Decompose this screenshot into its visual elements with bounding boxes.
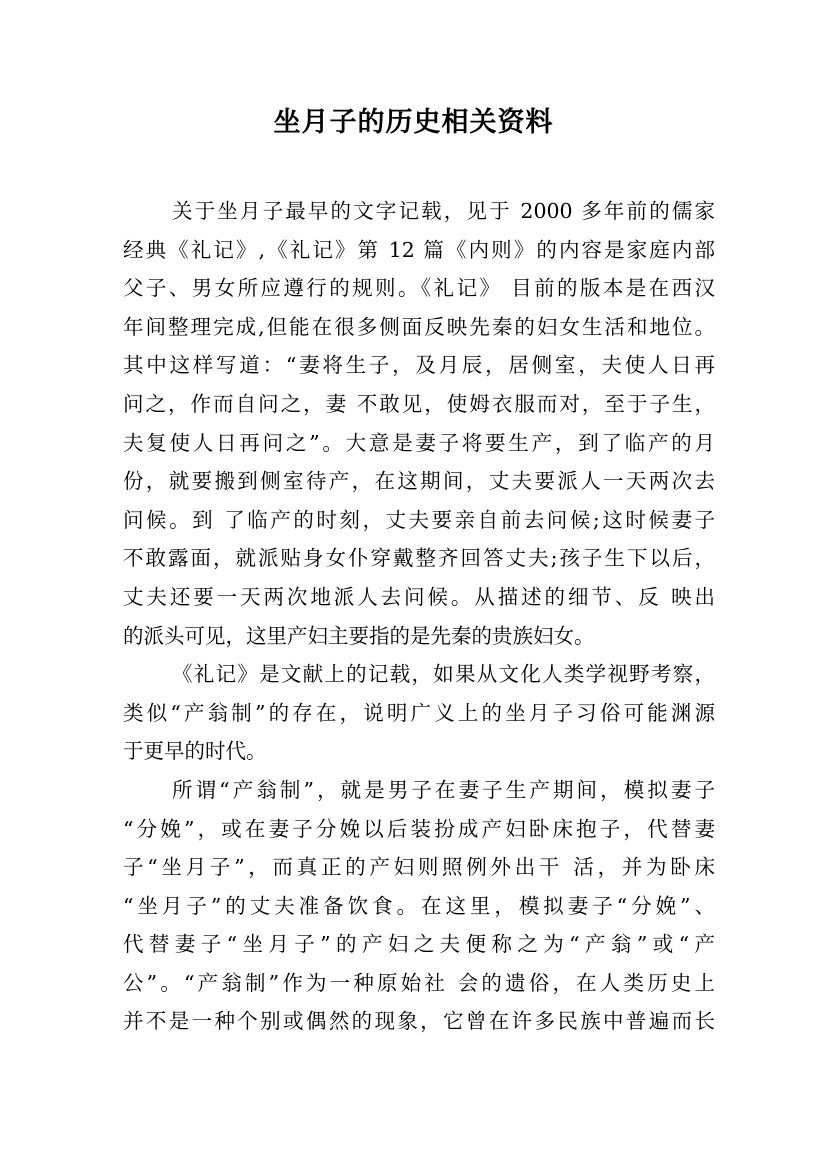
text-line: 问候。到 了临产的时刻，丈夫要亲自前去问候;这时候妻子: [123, 507, 715, 532]
text-line: 《礼记》是文献上的记载，如果从文化人类学视野考察，: [172, 662, 715, 687]
text-line: “分娩”，或在妻子分娩以后装扮成产妇卧床抱子，代替妻: [123, 816, 715, 841]
text-line: 的派头可见，这里产妇主要指的是先秦的贵族妇女。: [123, 623, 595, 648]
text-line: 所谓“产翁制”，就是男子在妻子生产期间，模拟妻子: [172, 777, 715, 802]
text-line: 关于坐月子最早的文字记载，见于 2000 多年前的儒家: [172, 199, 715, 223]
text-line: 于更早的时代。: [123, 739, 267, 764]
text-line: “坐月子”的丈夫准备饮食。在这里，模拟妻子“分娩”、: [123, 893, 715, 918]
text-line: 问之，作而自问之，妻 不敢见，使姆衣服而对，至于子生，: [123, 391, 715, 416]
text-line: 代替妻子“坐月子”的产妇之夫便称之为“产翁”或“产: [123, 932, 715, 957]
text-line: 年间整理完成,但能在很多侧面反映先秦的妇女生活和地位。: [123, 314, 715, 339]
document-title: 坐月子的历史相关资料: [273, 107, 554, 138]
text-line: 丈夫还要一天两次地派人去问候。从描述的细节、反 映出: [123, 584, 715, 609]
text-line: 公”。“产翁制”作为一种原始社 会的遗俗，在人类历史上: [123, 970, 715, 995]
text-line: 类似“产翁制”的存在，说明广义上的坐月子习俗可能渊源: [123, 700, 715, 725]
document-body: [123, 192, 715, 1041]
text-line: 子“坐月子”，而真正的产妇则照例外出干 活，并为卧床: [123, 855, 715, 880]
text-line: 其中这样写道：“妻将生子，及月辰，居侧室，夫使人日再: [123, 353, 715, 378]
text-line: 经典《礼记》,《礼记》第 12 篇《内则》的内容是家庭内部: [123, 237, 715, 262]
text-line: 份，就要搬到侧室待产，在这期间，丈夫要派人一天两次去: [123, 469, 715, 494]
text-line: 父子、男女所应遵行的规则。《礼记》 目前的版本是在西汉: [123, 276, 715, 301]
text-line: 夫复使人日再问之”。大意是妻子将要生产，到了临产的月: [123, 430, 715, 455]
text-line: 并不是一种个别或偶然的现象，它曾在许多民族中普遍而长: [123, 1009, 715, 1034]
text-line: 不敢露面，就派贴身女仆穿戴整齐回答丈夫;孩子生下以后，: [123, 546, 715, 571]
